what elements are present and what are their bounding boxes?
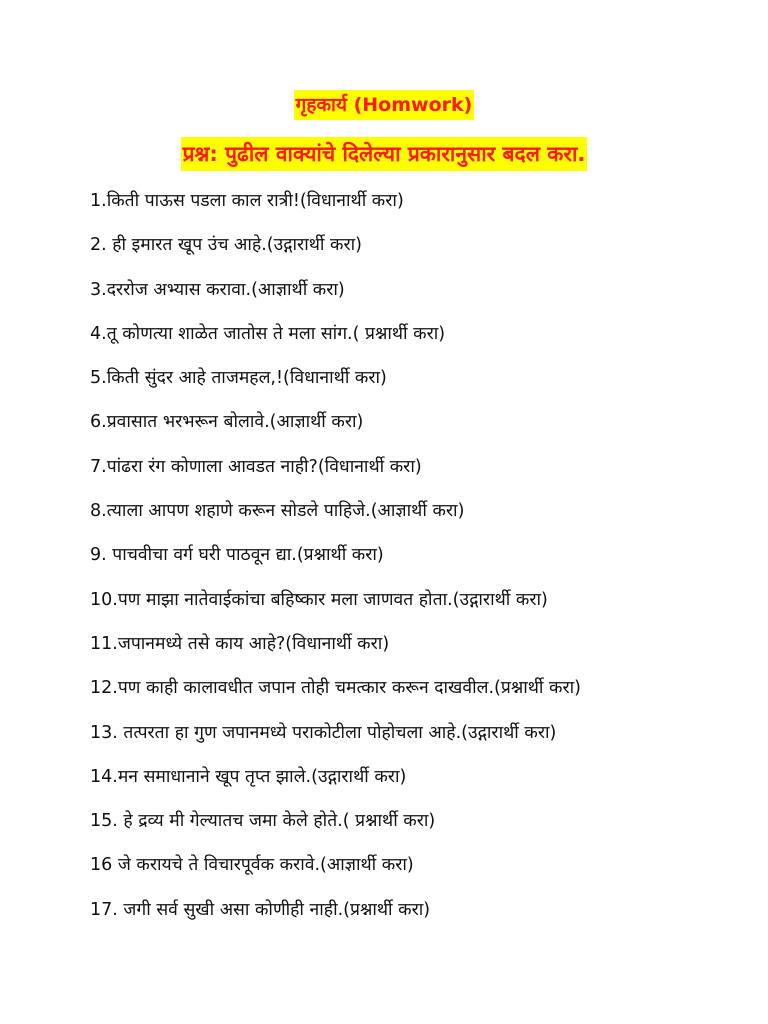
exercise-item: 3.दररोज अभ्यास करावा.(आज्ञार्थी करा) [90,279,345,300]
page-title: गृहकार्य (Homwork) [294,90,475,120]
exercise-item: 6.प्रवासात भरभरून बोलावे.(आज्ञार्थी करा) [90,412,364,433]
exercise-item: 9. पाचवीचा वर्ग घरी पाठवून द्या.(प्रश्नार्थी करा) [90,545,384,566]
exercise-item: 1.किती पाऊस पडला काल रात्री!(विधानार्थी करा) [90,191,404,211]
exercise-item: 7.पांढरा रंग कोणाला आवडत नाही?(विधानार्थी करा) [90,456,422,477]
exercise-item: 13. तत्परता हा गुण जपानमध्ये पराकोटीला पोहोचला आहे.(उद्गारार्थी करा) [90,722,557,743]
question-row [0,137,768,171]
exercise-item: 12.पण काही कालावधीत जपान तोही चमत्कार करून दाखवील.(प्रश्नार्थी करा) [90,678,581,699]
exercise-item: 5.किती सुंदर आहे ताजमहल,!(विधानार्थी करा) [90,368,387,389]
exercise-item: 14.मन समाधानाने खूप तृप्त झाले.(उद्गारार्थी करा) [90,766,407,787]
exercise-item: 2. ही इमारत खूप उंच आहे.(उद्गारार्थी करा) [90,235,362,256]
exercise-item: 17. जगी सर्व सुखी असा कोणीही नाही.(प्रश्नार्थी करा) [90,899,431,920]
exercise-list [90,181,760,934]
exercise-item: 8.त्याला आपण शहाणे करून सोडले पाहिजे.(आज्ञार्थी करा) [90,501,465,522]
question-heading: प्रश्न: पुढील वाक्यांचे दिलेल्या प्रकारानुसार बदल करा. [181,137,588,171]
exercise-item: 4.तू कोणत्या शाळेत जातोस ते मला सांग.( प्रश्नार्थी करा) [90,323,446,344]
exercise-item: 16 जे करायचे ते विचारपूर्वक करावे.(आज्ञार्थी करा) [90,855,414,876]
exercise-item: 10.पण माझा नातेवाईकांचा बहिष्कार मला जाणवत होता.(उद्गारार्थी करा) [90,589,548,610]
exercise-item: 15. हे द्रव्य मी गेल्यातच जमा केले होते.( प्रश्नार्थी करा) [90,811,436,832]
title-row [0,90,768,120]
exercise-item: 11.जपानमध्ये तसे काय आहे?(विधानार्थी करा) [90,633,390,654]
